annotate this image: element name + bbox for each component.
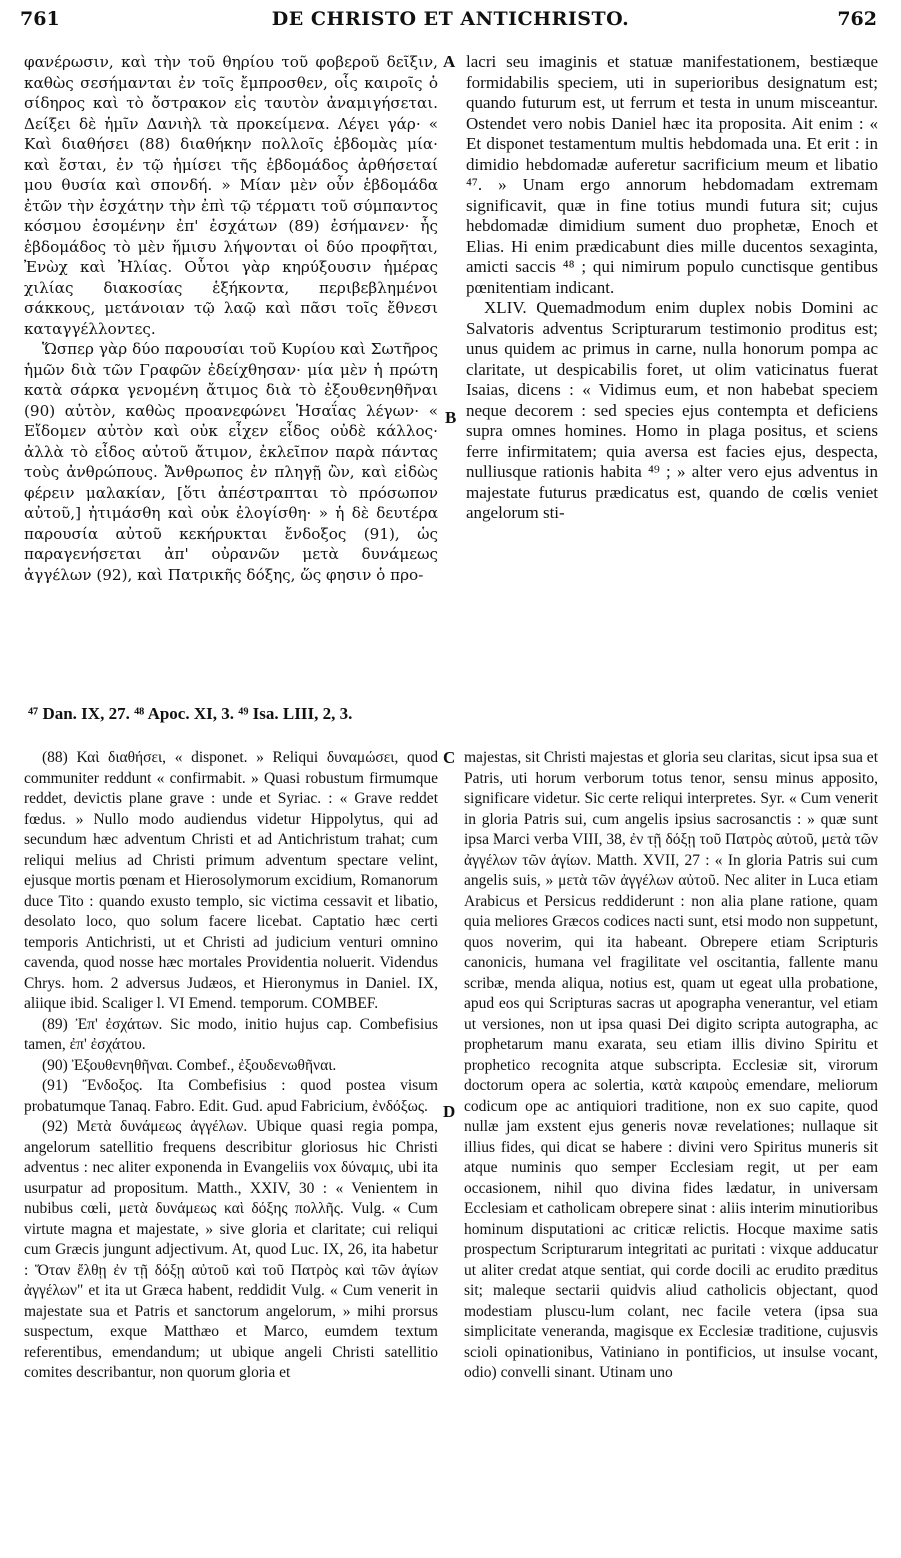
running-header <box>0 6 901 36</box>
notes-right-column <box>464 748 878 1384</box>
running-title: DE CHRISTO ET ANTICHRISTO. <box>271 8 630 30</box>
margin-mark-c: C <box>443 748 456 767</box>
greek-paragraph: φανέρωσιν, καὶ τὴν τοῦ θηρίου τοῦ φοβεροῦ δεῖξιν, καθὼς σεσήμανται ἐν τοῖς ἔμπροσθεν, οἷς καιροῖς ὁ σίδηρος καὶ τὸ ὄστρακον εἰς ταυτὸν ἀναμιγήσεται. Δείξει δὲ ἡμῖν Δανιὴλ τὰ προκείμενα. Λέγει γάρ· « Καὶ διαθήσει (88) διαθήκην πολλοῖς ἑβδομὰς μία· καὶ ἔσται, ἐν τῷ ἡμίσει τῆς ἑβδομάδος ἀρθήσεταί μου θυσία καὶ σπονδή. » Μίαν μὲν οὖν ἑβδομάδα ἐτῶν τὴν ἐσχάτην τὴν ἐπὶ τῷ τέρματι τοῦ σύμπαντος κόσμου ἐσομένην ἐπ' ἐσχάτων (89) ἐσήμανεν· ἧς ἑβδομάδος τὸ μὲν ἥμισυ λήψονται οἱ δύο προφῆται, Ἐνὼχ καὶ Ἠλίας. Οὗτοι γὰρ κηρύξουσιν ἡμέρας χιλίας διακοσίας ἑξήκοντα, περιβεβλημένοι σάκκους, μετάνοιαν τῷ λαῷ καὶ πᾶσι τοῖς ἔθνεσι καταγγέλλοντες. <box>24 53 438 338</box>
latin-paragraph: lacri seu imaginis et statuæ manifestationem, bestiæque formidabilis speciem, uti in superioribus designatum est; quando futurum est, ut ferrum et testa in unum misceantur. Ostendet vero nobis Daniel hæc ita proposita. Ait enim : « Et disponet testamentum multis hebdomada una. Et erit : in dimidio hebdomadæ auferetur sacrificium meum et libatio ⁴⁷. » Unam ergo annorum hebdomadam extremam significavit, quæ in fine totius mundi futura sit; cujus hebdomadæ dimidium sument duo prophetæ, Enoch et Elias. Hi enim prædicabunt dies mille ducentos sexaginta, amicti saccis ⁴⁸ ; qui nimirum populo cunctisque gentibus pœnitentiam indicant. <box>466 52 878 297</box>
footnote: (88) Καὶ διαθήσει, « disponet. » Reliqui δυναμώσει, quod communiter reddunt « confirmabit. » Quasi robustum firmumque reddet, devictis plane grave : unde et Syriac. : « Grave reddet fœdus. » Nullo modo audiendus videtur Hippolytus, qui ad secundum hæc adventum Christi et ad Antichristum trahat; cum reliqui melius ad Christi primum adventum spectare velint, ejusque mortis pœnam et Hierosolymorum excidium, Romanorum duce Tito : quando exusto templo, sic victima cessavit et libatio, desolato loco, quo solum facere licebat. Captatio hæc certi temporis Antichristi, ut et Christi ad judicium venturi omnino cavenda, quod nosse hæc mortales Providentia noluerit. Videndus Chrys. hom. 2 adversus Judæos, et Hieronymus in Daniel. IX, aliique ibid. Scaliger l. VI Emend. temporum. COMBEF. <box>24 749 438 1012</box>
margin-mark-d: D <box>443 1102 456 1121</box>
footnote: (90) Ἐξουθενηθῆναι. Combef., ἐξουδενωθῆναι. <box>42 1056 337 1074</box>
margin-mark-a: A <box>443 52 456 71</box>
footnote: (91) Ἔνδοξος. Ita Combefisius : quod postea visum probatumque Tanaq. Fabro. Edit. Gud. apud Fabricium, ἐνδόξως. <box>24 1077 438 1115</box>
notes-left-column <box>24 748 438 1384</box>
page-number-right: 762 <box>837 8 877 30</box>
greek-paragraph: Ὥσπερ γὰρ δύο παρουσίαι τοῦ Κυρίου καὶ Σωτῆρος ἡμῶν διὰ τῶν Γραφῶν ἐδείχθησαν· μία μὲν ἡ πρώτη κατὰ σάρκα γενομένη ἄτιμος διὰ τὸ ἐξουθενηθῆναι (90) αὐτὸν, καθὼς προανεφώνει Ἡσαΐας λέγων· « Εἴδομεν αὐτὸν καὶ οὐκ εἶχεν εἶδος οὐδὲ κάλλος· ἀλλὰ τὸ εἶδος αὐτοῦ ἄτιμον, ἐκλεῖπον παρὰ πάντας τοὺς ἀνθρώπους. Ἄνθρωπος ἐν πληγῇ ὢν, καὶ εἰδὼς φέρειν μαλακίαν, [ὅτι ἀπέστραπται τὸ πρόσωπον αὐτοῦ,] ἠτιμάσθη καὶ οὐκ ἐλογίσθη· » ἡ δὲ δευτέρα παρουσία αὐτοῦ κεκήρυκται ἔνδοξος (91), ὡς παραγενήσεται ἀπ' οὐρανῶν μετὰ δυνάμεως ἀγγέλων (92), καὶ Πατρικῆς δόξης, ὥς φησιν ὁ προ- <box>24 340 438 584</box>
latin-paragraph: XLIV. Quemadmodum enim duplex nobis Domini ac Salvatoris adventus Scripturarum testimonio proditus est; unus quidem ac primus in carne, nulla honorum pompa ac claritate, ut despicabilis foret, ut olim vaticinatus fuerat Isaias, dicens : « Vidimus eum, et non habebat speciem neque decorem : sed species ejus contempta et deficiens supra omnes homines. Homo in plaga positus, et sciens ferre infirmitatem; quia aversa est facies ejus, despecta, nulliusque rationis habita ⁴⁹ ; » alter vero ejus adventus in majestate futurus prædicatus est, quando de cœlis veniet angelorum sti- <box>466 298 878 522</box>
footnote: (92) Μετὰ δυνάμεως ἀγγέλων. Ubique quasi regia pompa, angelorum satellitio frequens describitur gloriosus hic Christi adventus : nec aliter exponenda in Evangeliis vox δύναμις, ubi ita usurpatur ad propositum. Matth., XXIV, 30 : « Venientem in nubibus cœli, μετὰ δυνάμεως καὶ δόξης πολλῆς. Vulg. « Cum virtute magna et majestate, » sive gloria et claritate; cui reliqui cum Græcis jungunt adjectivum. At, quod Luc. IX, 26, ita habetur : Ὅταν ἔλθῃ ἐν τῇ δόξῃ αὐτοῦ καὶ τοῦ Πατρὸς καὶ τῶν ἁγίων ἀγγέλων" et ita ut Græca habent, reddidit Vulg. « Cum venerit in majestate sua et Patris et sanctorum angelorum, » mihi prorsus suspectum, exque Matthæo et Marco, eumdem textum referentibus, emendandum; ut ubique angeli Christi satellitio comites describantur, non quorum gloria et <box>24 1118 438 1381</box>
greek-column <box>24 52 438 585</box>
margin-mark-b: B <box>445 408 457 427</box>
page-number-left: 761 <box>20 8 60 30</box>
footnote-continuation: majestas, sit Christi majestas et gloria seu claritas, sicut ipsa sua et Patris, uti horum verborum totus tenor, sensu minus apposito, significare videtur. Sic certe reliqui interpretes. Syr. « Cum venerit in gloria Patris sui, cum angelis ipsius sacrosanctis : » quæ sunt ipsa Marci verba VIII, 38, ἐν τῇ δόξῃ τοῦ Πατρὸς αὐτοῦ, μετὰ τῶν ἀγγέλων τῶν ἁγίων. Matth. XVII, 27 : « In gloria Patris sui cum angelis suis, » μετὰ τῶν ἀγγέλων αὐτοῦ. Nec aliter in Luca etiam Arabicus et Persicus reddiderunt : non alia plane ratione, quam quia meliores Græcos codices nacti sunt, etsi modo non suppetunt, quos noverim, qui ita habeant. Obrepere etiam Scripturis canonicis, humana vel fragilitate vel oscitantia, fallente manu scribæ, menda aliqua, notius est, quam ut egeat ulla probatione, apud eos qui Scripturas sacras ut apographa venerantur, vel etiam ut versiones, non ut ipsa quasi Dei digito scripta autographa, ac prophetarum manu exarata, seu etiam illis divino Spiritu et prophetico recognita atque subscripta. Ecclesiæ sit, virorum doctorum opera ac solertia, κατὰ καιροὺς emendare, meliorum codicum ope ac antiquiori traditione, non ex suo capite, quod nullæ jam exstent ejus generis novæ revelationes; nullaque sit illius fides, qui dicat se habere : divini vero Spiritus muneris sit atque numinis quo semper Ecclesiam regit, ut per eam occasionem, nihil quo divina fides lædatur, in universam Ecclesiam et catholicam obrepere sinat : aliis interim minutioribus hominum disputationi ac criticæ relictis. Hocque maxime satis prospectum Scripturarum integritati ac puritati : vixque adducatur ut aliter credat atque sentiat, qui corde docili ac erudito præditus sit; maleque sectarii quidvis aliud catholicis objectant, quod modestiam pluscu-lum colant, nec facile vetera (ipsa sua simplicitate veneranda, magisque ex Ecclesiæ traditione, cujusvis scioli opinationibus, Vatiniano in pontificios, ut insulse vocant, odio) convelli sinant. Utinam uno <box>464 749 878 1381</box>
footnote: (89) Ἐπ' ἐσχάτων. Sic modo, initio hujus cap. Combefisius tamen, ἐπ' ἐσχάτου. <box>24 1015 438 1053</box>
scripture-references: ⁴⁷ Dan. IX, 27. ⁴⁸ Apoc. XI, 3. ⁴⁹ Isa. LIII, 2, 3. <box>28 704 353 723</box>
latin-column <box>466 52 878 524</box>
